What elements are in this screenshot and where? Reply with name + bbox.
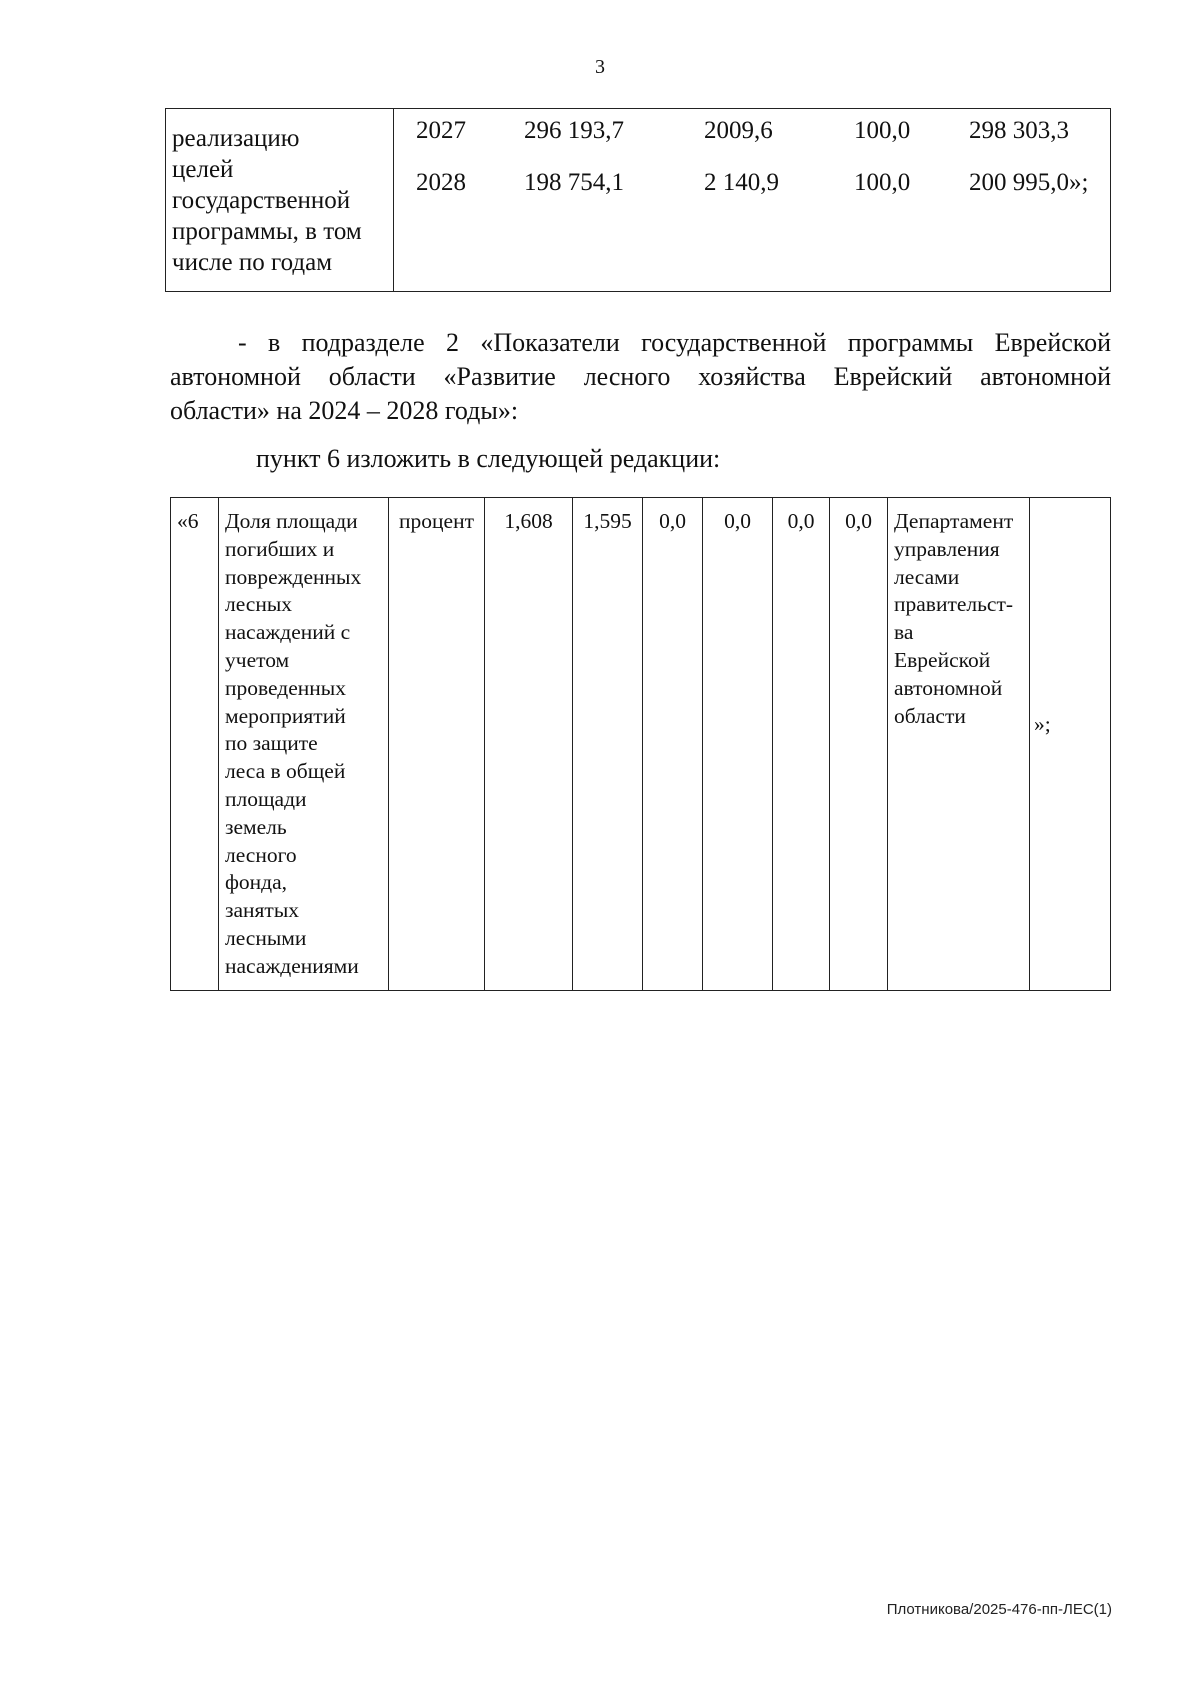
label-line: государственной [172, 187, 351, 214]
value-text: 1,608 [504, 509, 553, 533]
name-line: мероприятий [225, 703, 346, 728]
value-cell [643, 498, 703, 990]
value-cell: 296 193,7 [524, 117, 624, 144]
responsible-cell [888, 498, 1030, 990]
total-cell: 298 303,3 [969, 117, 1069, 144]
responsible-line: правительст- [894, 592, 1014, 617]
value-text: 0,0 [724, 509, 751, 533]
label-line: целей [172, 156, 234, 183]
value-cell [773, 498, 830, 990]
closing-cell [1030, 498, 1112, 990]
name-line: земель [225, 814, 287, 839]
row-number: «6 [177, 509, 199, 533]
value-text: 0,0 [787, 509, 815, 533]
value-cell [830, 498, 888, 990]
value-cell [485, 498, 573, 990]
name-line: погибших и [225, 536, 335, 561]
name-line: лесного [225, 842, 297, 867]
name-line: насаждениями [225, 953, 359, 978]
label-line: реализацию [172, 125, 300, 152]
value-text: 1,595 [583, 509, 632, 533]
name-line: насаждений с [225, 620, 351, 645]
name-line: леса в общей [225, 759, 346, 784]
name-line: по защите [225, 731, 318, 756]
name-line: лесных [225, 592, 293, 617]
value-cell: 198 754,1 [524, 169, 624, 196]
row-number-cell [171, 498, 219, 990]
value-cell: 2 140,9 [704, 169, 779, 196]
table-row [394, 169, 1110, 201]
name-line: проведенных [225, 675, 346, 700]
funding-table-fragment [165, 108, 1111, 292]
name-line: учетом [225, 647, 290, 672]
name-line: фонда, [225, 870, 288, 895]
table-row [394, 117, 1110, 149]
value-cell [573, 498, 643, 990]
total-cell: 200 995,0»; [969, 169, 1089, 196]
indicator-table [170, 497, 1111, 991]
closing-quote: »; [1034, 712, 1051, 736]
name-line: лесными [225, 925, 307, 950]
paragraph-line: области» на 2024 – 2028 годы»: [170, 396, 519, 425]
page-number: 3 [595, 56, 605, 78]
instruction-paragraph: пункт 6 изложить в следующей редакции: [256, 444, 721, 473]
value-cell: 100,0 [854, 169, 911, 196]
responsible-line: Еврейской [894, 647, 991, 672]
value-cell: 2009,6 [704, 117, 773, 144]
indicator-name-cell [219, 498, 389, 990]
year-cell: 2028 [416, 169, 466, 196]
document-reference: Плотникова/2025-476-пп-ЛЕС(1) [886, 1601, 1112, 1618]
responsible-line: автономной [894, 675, 1003, 700]
name-line: площади [225, 786, 307, 811]
responsible-line: Департамент [894, 509, 1014, 533]
value-text: 0,0 [845, 509, 872, 533]
value-cell [703, 498, 773, 990]
label-line: числе по годам [172, 249, 333, 276]
amendment-paragraph [170, 326, 1111, 428]
name-line: занятых [225, 898, 300, 923]
paragraph-line: автономной области «Развитие лесного хозяйства Еврейский автономной [170, 362, 1111, 391]
unit-text: процент [399, 509, 474, 533]
label-line: программы, в том [172, 218, 362, 245]
value-cell: 100,0 [854, 117, 911, 144]
unit-cell [389, 498, 485, 990]
responsible-line: управления [894, 536, 1000, 561]
name-line: Доля площади [225, 509, 358, 533]
responsible-line: ва [894, 620, 914, 645]
responsible-line: лесами [894, 564, 960, 589]
funding-label-cell [166, 109, 394, 291]
paragraph-line: - в подразделе 2 «Показатели государственной программы Еврейской [238, 328, 1111, 357]
name-line: поврежденных [225, 564, 362, 589]
value-text: 0,0 [659, 509, 686, 533]
responsible-line: области [894, 703, 966, 728]
year-cell: 2027 [416, 117, 466, 144]
